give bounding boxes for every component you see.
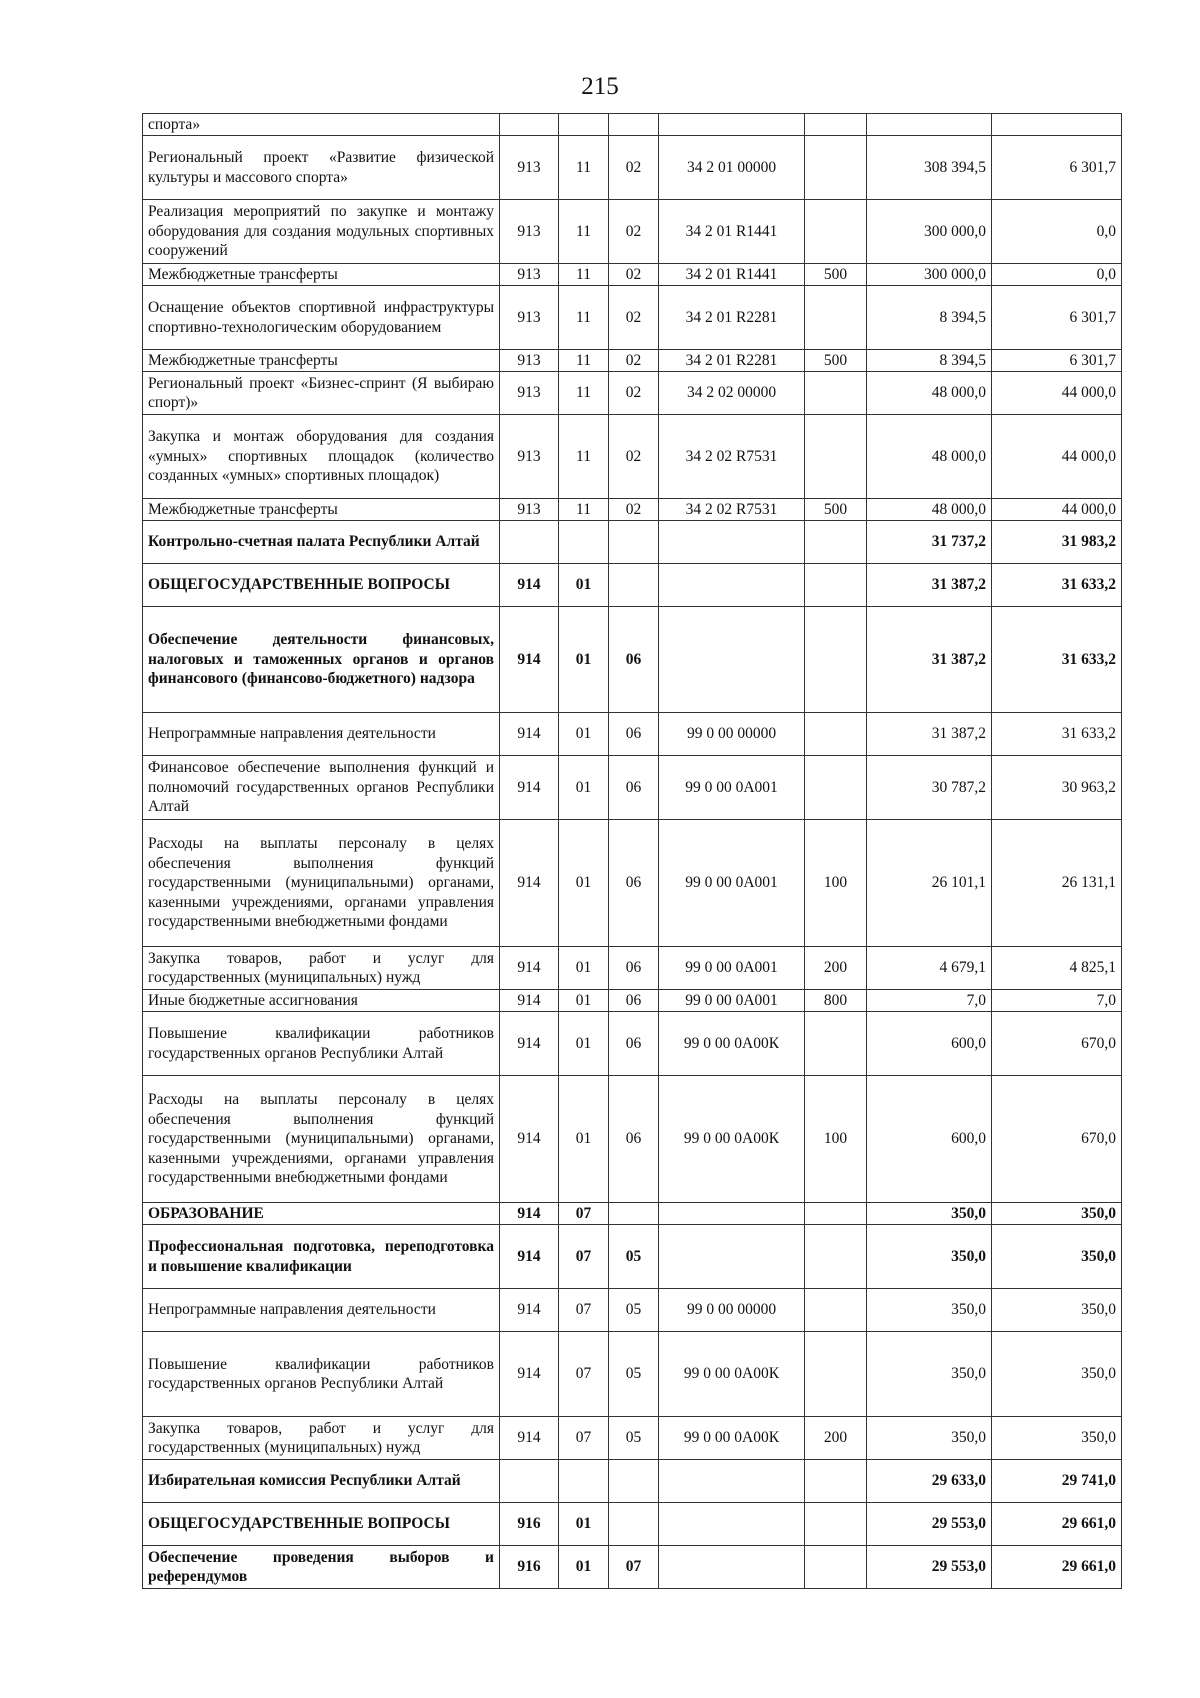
amount-year-2-cell: 350,0 [992, 1203, 1122, 1225]
table-row [143, 1332, 1122, 1417]
ved-code-cell: 913 [500, 350, 559, 372]
ved-code-cell: 914 [500, 1417, 559, 1460]
row-name-cell: Непрограммные направления деятельности [143, 713, 500, 756]
subsection-code-cell [609, 1460, 659, 1503]
expense-type-cell: 200 [805, 947, 867, 990]
table-row [143, 350, 1122, 372]
table-row [143, 415, 1122, 499]
target-article-cell [659, 1503, 805, 1546]
subsection-code-cell [609, 564, 659, 607]
target-article-cell: 99 0 00 00000 [659, 713, 805, 756]
table-row [143, 820, 1122, 947]
ved-code-cell: 913 [500, 286, 559, 350]
row-name-cell: Региональный проект «Бизнес-спринт (Я выбираю спорт)» [143, 372, 500, 415]
amount-year-1-cell: 31 387,2 [867, 564, 992, 607]
row-name-cell: Иные бюджетные ассигнования [143, 990, 500, 1012]
amount-year-2-cell: 31 983,2 [992, 521, 1122, 564]
section-code-cell: 07 [559, 1289, 609, 1332]
subsection-code-cell: 02 [609, 136, 659, 200]
section-code-cell: 07 [559, 1332, 609, 1417]
ved-code-cell: 914 [500, 1332, 559, 1417]
target-article-cell: 99 0 00 0А001 [659, 947, 805, 990]
ved-code-cell: 914 [500, 1225, 559, 1289]
row-name-cell: Реализация мероприятий по закупке и монтажу оборудования для создания модульных спортивных сооружений [143, 200, 500, 264]
table-row [143, 713, 1122, 756]
expense-type-cell: 500 [805, 499, 867, 521]
amount-year-2-cell: 30 963,2 [992, 756, 1122, 820]
amount-year-2-cell: 350,0 [992, 1417, 1122, 1460]
section-code-cell: 11 [559, 286, 609, 350]
ved-code-cell: 914 [500, 713, 559, 756]
table-row [143, 564, 1122, 607]
subsection-code-cell: 05 [609, 1332, 659, 1417]
subsection-code-cell: 06 [609, 1012, 659, 1076]
amount-year-1-cell: 48 000,0 [867, 415, 992, 499]
table-row [143, 1203, 1122, 1225]
expense-type-cell: 200 [805, 1417, 867, 1460]
table-row [143, 521, 1122, 564]
target-article-cell: 99 0 00 0А001 [659, 820, 805, 947]
amount-year-1-cell: 600,0 [867, 1076, 992, 1203]
expense-type-cell [805, 1503, 867, 1546]
row-name-cell: ОБЩЕГОСУДАРСТВЕННЫЕ ВОПРОСЫ [143, 1503, 500, 1546]
target-article-cell: 34 2 02 R7531 [659, 499, 805, 521]
table-row [143, 1012, 1122, 1076]
subsection-code-cell [609, 521, 659, 564]
subsection-code-cell [609, 1503, 659, 1546]
amount-year-2-cell: 44 000,0 [992, 415, 1122, 499]
expense-type-cell [805, 607, 867, 713]
subsection-code-cell: 06 [609, 607, 659, 713]
ved-code-cell: 914 [500, 1203, 559, 1225]
expense-type-cell [805, 200, 867, 264]
amount-year-2-cell: 4 825,1 [992, 947, 1122, 990]
ved-code-cell: 914 [500, 1289, 559, 1332]
row-name-cell: Расходы на выплаты персоналу в целях обеспечения выполнения функций государственными (муниципальными) органами, казенными учреждениями, органами управления государственными внебюджетными фондами [143, 1076, 500, 1203]
subsection-code-cell: 02 [609, 499, 659, 521]
section-code-cell: 11 [559, 350, 609, 372]
ved-code-cell: 914 [500, 990, 559, 1012]
section-code-cell: 01 [559, 1012, 609, 1076]
expense-type-cell [805, 415, 867, 499]
table-row [143, 1503, 1122, 1546]
amount-year-1-cell: 600,0 [867, 1012, 992, 1076]
amount-year-1-cell: 350,0 [867, 1225, 992, 1289]
subsection-code-cell: 02 [609, 264, 659, 286]
amount-year-2-cell: 31 633,2 [992, 564, 1122, 607]
target-article-cell [659, 114, 805, 136]
section-code-cell: 07 [559, 1225, 609, 1289]
amount-year-1-cell: 350,0 [867, 1332, 992, 1417]
ved-code-cell: 916 [500, 1503, 559, 1546]
ved-code-cell: 916 [500, 1546, 559, 1589]
row-name-cell: Расходы на выплаты персоналу в целях обеспечения выполнения функций государственными (муниципальными) органами, казенными учреждениями, органами управления государственными внебюджетными фондами [143, 820, 500, 947]
ved-code-cell: 913 [500, 415, 559, 499]
expense-type-cell [805, 1289, 867, 1332]
amount-year-2-cell: 0,0 [992, 264, 1122, 286]
subsection-code-cell: 02 [609, 415, 659, 499]
section-code-cell: 01 [559, 713, 609, 756]
table-row [143, 1289, 1122, 1332]
row-name-cell: Контрольно-счетная палата Республики Алтай [143, 521, 500, 564]
ved-code-cell: 913 [500, 499, 559, 521]
table-row [143, 114, 1122, 136]
row-name-cell: спорта» [143, 114, 500, 136]
subsection-code-cell: 05 [609, 1417, 659, 1460]
section-code-cell: 01 [559, 990, 609, 1012]
expense-type-cell: 500 [805, 350, 867, 372]
amount-year-1-cell: 7,0 [867, 990, 992, 1012]
ved-code-cell: 914 [500, 756, 559, 820]
amount-year-1-cell: 300 000,0 [867, 200, 992, 264]
expense-type-cell [805, 713, 867, 756]
amount-year-2-cell: 6 301,7 [992, 350, 1122, 372]
amount-year-2-cell: 6 301,7 [992, 136, 1122, 200]
section-code-cell [559, 1460, 609, 1503]
table-row [143, 1460, 1122, 1503]
target-article-cell: 99 0 00 00000 [659, 1289, 805, 1332]
target-article-cell: 34 2 02 00000 [659, 372, 805, 415]
amount-year-1-cell: 29 633,0 [867, 1460, 992, 1503]
amount-year-1-cell: 48 000,0 [867, 372, 992, 415]
section-code-cell: 11 [559, 264, 609, 286]
section-code-cell: 01 [559, 820, 609, 947]
target-article-cell [659, 1546, 805, 1589]
table-row [143, 1417, 1122, 1460]
amount-year-1-cell: 26 101,1 [867, 820, 992, 947]
amount-year-1-cell: 8 394,5 [867, 286, 992, 350]
amount-year-1-cell: 31 387,2 [867, 713, 992, 756]
table-row [143, 1546, 1122, 1589]
row-name-cell: Межбюджетные трансферты [143, 350, 500, 372]
row-name-cell: Межбюджетные трансферты [143, 264, 500, 286]
section-code-cell: 11 [559, 415, 609, 499]
expense-type-cell [805, 756, 867, 820]
amount-year-1-cell: 31 387,2 [867, 607, 992, 713]
target-article-cell: 99 0 00 0А00К [659, 1076, 805, 1203]
table-row [143, 607, 1122, 713]
subsection-code-cell: 02 [609, 286, 659, 350]
ved-code-cell: 914 [500, 1012, 559, 1076]
amount-year-2-cell [992, 114, 1122, 136]
section-code-cell: 01 [559, 947, 609, 990]
target-article-cell [659, 1225, 805, 1289]
section-code-cell: 11 [559, 372, 609, 415]
row-name-cell: Повышение квалификации работников государственных органов Республики Алтай [143, 1012, 500, 1076]
expense-type-cell [805, 136, 867, 200]
budget-table [142, 113, 1122, 1589]
ved-code-cell [500, 1460, 559, 1503]
amount-year-1-cell: 30 787,2 [867, 756, 992, 820]
expense-type-cell [805, 286, 867, 350]
row-name-cell: Обеспечение проведения выборов и референдумов [143, 1546, 500, 1589]
subsection-code-cell: 06 [609, 713, 659, 756]
target-article-cell: 34 2 02 R7531 [659, 415, 805, 499]
table-row [143, 372, 1122, 415]
target-article-cell: 99 0 00 0А00К [659, 1417, 805, 1460]
expense-type-cell: 100 [805, 820, 867, 947]
section-code-cell: 07 [559, 1417, 609, 1460]
row-name-cell: Непрограммные направления деятельности [143, 1289, 500, 1332]
section-code-cell: 01 [559, 1546, 609, 1589]
amount-year-1-cell: 4 679,1 [867, 947, 992, 990]
subsection-code-cell: 06 [609, 1076, 659, 1203]
amount-year-1-cell: 350,0 [867, 1289, 992, 1332]
amount-year-1-cell: 29 553,0 [867, 1503, 992, 1546]
section-code-cell: 01 [559, 607, 609, 713]
target-article-cell: 34 2 01 R2281 [659, 286, 805, 350]
subsection-code-cell: 02 [609, 372, 659, 415]
ved-code-cell: 914 [500, 564, 559, 607]
expense-type-cell [805, 1225, 867, 1289]
target-article-cell [659, 607, 805, 713]
row-name-cell: Избирательная комиссия Республики Алтай [143, 1460, 500, 1503]
subsection-code-cell: 07 [609, 1546, 659, 1589]
target-article-cell: 34 2 01 00000 [659, 136, 805, 200]
ved-code-cell: 913 [500, 200, 559, 264]
row-name-cell: Обеспечение деятельности финансовых, налоговых и таможенных органов и органов финансового (финансово-бюджетного) надзора [143, 607, 500, 713]
amount-year-2-cell: 7,0 [992, 990, 1122, 1012]
target-article-cell [659, 1203, 805, 1225]
amount-year-1-cell: 308 394,5 [867, 136, 992, 200]
amount-year-2-cell: 31 633,2 [992, 607, 1122, 713]
subsection-code-cell: 06 [609, 990, 659, 1012]
amount-year-2-cell: 0,0 [992, 200, 1122, 264]
expense-type-cell [805, 1012, 867, 1076]
table-body [143, 114, 1122, 1589]
table-row [143, 264, 1122, 286]
target-article-cell: 99 0 00 0А00К [659, 1332, 805, 1417]
expense-type-cell: 800 [805, 990, 867, 1012]
row-name-cell: ОБРАЗОВАНИЕ [143, 1203, 500, 1225]
section-code-cell: 01 [559, 1076, 609, 1203]
expense-type-cell [805, 1460, 867, 1503]
amount-year-2-cell: 6 301,7 [992, 286, 1122, 350]
page-number: 215 [581, 73, 619, 100]
amount-year-2-cell: 350,0 [992, 1225, 1122, 1289]
target-article-cell: 34 2 01 R1441 [659, 200, 805, 264]
amount-year-1-cell: 29 553,0 [867, 1546, 992, 1589]
target-article-cell: 34 2 01 R2281 [659, 350, 805, 372]
expense-type-cell [805, 1332, 867, 1417]
subsection-code-cell: 02 [609, 200, 659, 264]
expense-type-cell [805, 114, 867, 136]
amount-year-2-cell: 350,0 [992, 1289, 1122, 1332]
target-article-cell: 99 0 00 0А001 [659, 990, 805, 1012]
ved-code-cell: 914 [500, 820, 559, 947]
table-row [143, 990, 1122, 1012]
section-code-cell: 11 [559, 136, 609, 200]
row-name-cell: Закупка товаров, работ и услуг для государственных (муниципальных) нужд [143, 1417, 500, 1460]
amount-year-2-cell: 31 633,2 [992, 713, 1122, 756]
table-row [143, 756, 1122, 820]
subsection-code-cell [609, 114, 659, 136]
table-row [143, 200, 1122, 264]
amount-year-1-cell: 300 000,0 [867, 264, 992, 286]
amount-year-2-cell: 29 661,0 [992, 1546, 1122, 1589]
subsection-code-cell: 05 [609, 1289, 659, 1332]
amount-year-1-cell: 48 000,0 [867, 499, 992, 521]
row-name-cell: Финансовое обеспечение выполнения функций и полномочий государственных органов Республики Алтай [143, 756, 500, 820]
amount-year-2-cell: 29 741,0 [992, 1460, 1122, 1503]
table-row [143, 947, 1122, 990]
amount-year-1-cell: 350,0 [867, 1203, 992, 1225]
row-name-cell: Межбюджетные трансферты [143, 499, 500, 521]
row-name-cell: ОБЩЕГОСУДАРСТВЕННЫЕ ВОПРОСЫ [143, 564, 500, 607]
table-row [143, 1225, 1122, 1289]
ved-code-cell: 913 [500, 372, 559, 415]
ved-code-cell: 913 [500, 136, 559, 200]
section-code-cell [559, 114, 609, 136]
subsection-code-cell: 06 [609, 820, 659, 947]
ved-code-cell: 914 [500, 947, 559, 990]
amount-year-2-cell: 29 661,0 [992, 1503, 1122, 1546]
target-article-cell: 99 0 00 0А001 [659, 756, 805, 820]
section-code-cell: 01 [559, 1503, 609, 1546]
amount-year-1-cell [867, 114, 992, 136]
amount-year-2-cell: 26 131,1 [992, 820, 1122, 947]
amount-year-1-cell: 350,0 [867, 1417, 992, 1460]
section-code-cell: 07 [559, 1203, 609, 1225]
table-row [143, 499, 1122, 521]
expense-type-cell [805, 521, 867, 564]
row-name-cell: Закупка и монтаж оборудования для создания «умных» спортивных площадок (количество созданных «умных» спортивных площадок) [143, 415, 500, 499]
expense-type-cell: 500 [805, 264, 867, 286]
target-article-cell: 34 2 01 R1441 [659, 264, 805, 286]
expense-type-cell [805, 1546, 867, 1589]
row-name-cell: Повышение квалификации работников государственных органов Республики Алтай [143, 1332, 500, 1417]
table-row [143, 136, 1122, 200]
expense-type-cell: 100 [805, 1076, 867, 1203]
amount-year-1-cell: 8 394,5 [867, 350, 992, 372]
amount-year-2-cell: 670,0 [992, 1012, 1122, 1076]
amount-year-2-cell: 44 000,0 [992, 372, 1122, 415]
amount-year-2-cell: 670,0 [992, 1076, 1122, 1203]
table-row [143, 286, 1122, 350]
ved-code-cell [500, 114, 559, 136]
target-article-cell [659, 521, 805, 564]
expense-type-cell [805, 564, 867, 607]
section-code-cell: 11 [559, 200, 609, 264]
target-article-cell [659, 564, 805, 607]
subsection-code-cell: 06 [609, 756, 659, 820]
section-code-cell: 11 [559, 499, 609, 521]
section-code-cell: 01 [559, 564, 609, 607]
amount-year-1-cell: 31 737,2 [867, 521, 992, 564]
subsection-code-cell: 06 [609, 947, 659, 990]
expense-type-cell [805, 1203, 867, 1225]
ved-code-cell: 913 [500, 264, 559, 286]
row-name-cell: Профессиональная подготовка, переподготовка и повышение квалификации [143, 1225, 500, 1289]
ved-code-cell: 914 [500, 1076, 559, 1203]
subsection-code-cell: 02 [609, 350, 659, 372]
ved-code-cell [500, 521, 559, 564]
target-article-cell: 99 0 00 0А00К [659, 1012, 805, 1076]
target-article-cell [659, 1460, 805, 1503]
section-code-cell: 01 [559, 756, 609, 820]
row-name-cell: Оснащение объектов спортивной инфраструктуры спортивно-технологическим оборудованием [143, 286, 500, 350]
amount-year-2-cell: 350,0 [992, 1332, 1122, 1417]
table-row [143, 1076, 1122, 1203]
ved-code-cell: 914 [500, 607, 559, 713]
expense-type-cell [805, 372, 867, 415]
amount-year-2-cell: 44 000,0 [992, 499, 1122, 521]
subsection-code-cell [609, 1203, 659, 1225]
row-name-cell: Региональный проект «Развитие физической культуры и массового спорта» [143, 136, 500, 200]
subsection-code-cell: 05 [609, 1225, 659, 1289]
row-name-cell: Закупка товаров, работ и услуг для государственных (муниципальных) нужд [143, 947, 500, 990]
section-code-cell [559, 521, 609, 564]
